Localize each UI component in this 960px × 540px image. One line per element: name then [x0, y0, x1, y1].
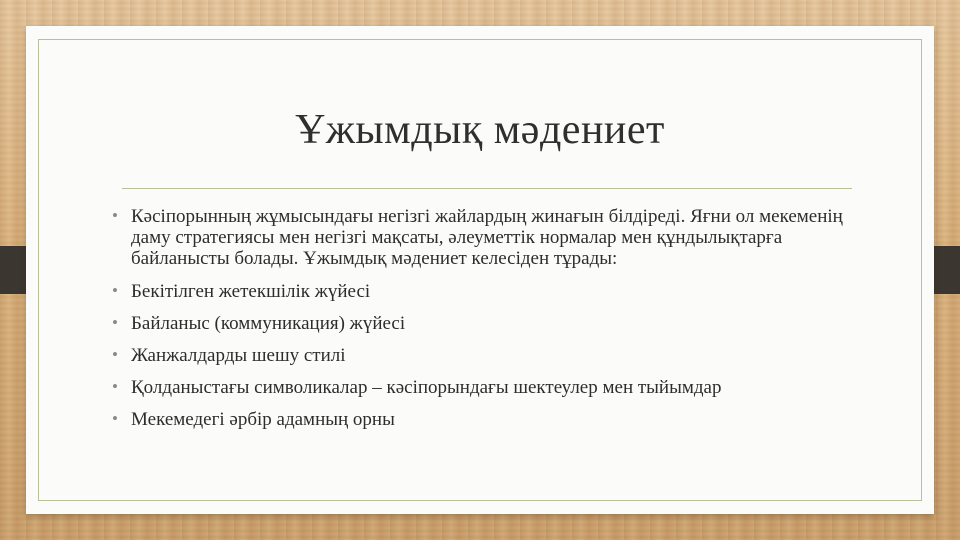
title-divider	[122, 188, 852, 189]
slide-card	[26, 26, 934, 514]
list-item	[112, 206, 852, 269]
bullet-icon: •	[112, 409, 118, 428]
list-item-text: Кәсіпорынның жұмысындағы негізгі жайлардың жинағын білдіреді. Яғни ол мекеменің даму стратегиясы мен негізгі мақсаты, әлеуметтік нормалар мен құндылықтарға байланысты болады. Ұжымдық мәдениет келесіден тұрады:	[131, 206, 843, 269]
bullet-icon: •	[112, 313, 118, 332]
list-item	[112, 345, 852, 366]
list-item-text: Байланыс (коммуникация) жүйесі	[131, 313, 406, 334]
slide-title: Ұжымдық мәдениет	[295, 107, 665, 153]
list-item	[112, 409, 852, 430]
list-item-text: Бекітілген жетекшілік жүйесі	[131, 281, 371, 302]
bullet-icon: •	[112, 281, 118, 300]
bullet-icon: •	[112, 377, 118, 396]
list-item-text: Мекемедегі әрбір адамның орны	[131, 409, 395, 430]
list-item	[112, 313, 852, 334]
list-item-text: Жанжалдарды шешу стилі	[131, 345, 346, 366]
list-item	[112, 377, 852, 398]
bullet-list	[112, 206, 852, 441]
bullet-icon: •	[112, 345, 118, 364]
list-item	[112, 281, 852, 302]
list-item-text: Қолданыстағы символикалар – кәсіпорындағы шектеулер мен тыйымдар	[131, 377, 722, 398]
bullet-icon: •	[112, 206, 118, 225]
